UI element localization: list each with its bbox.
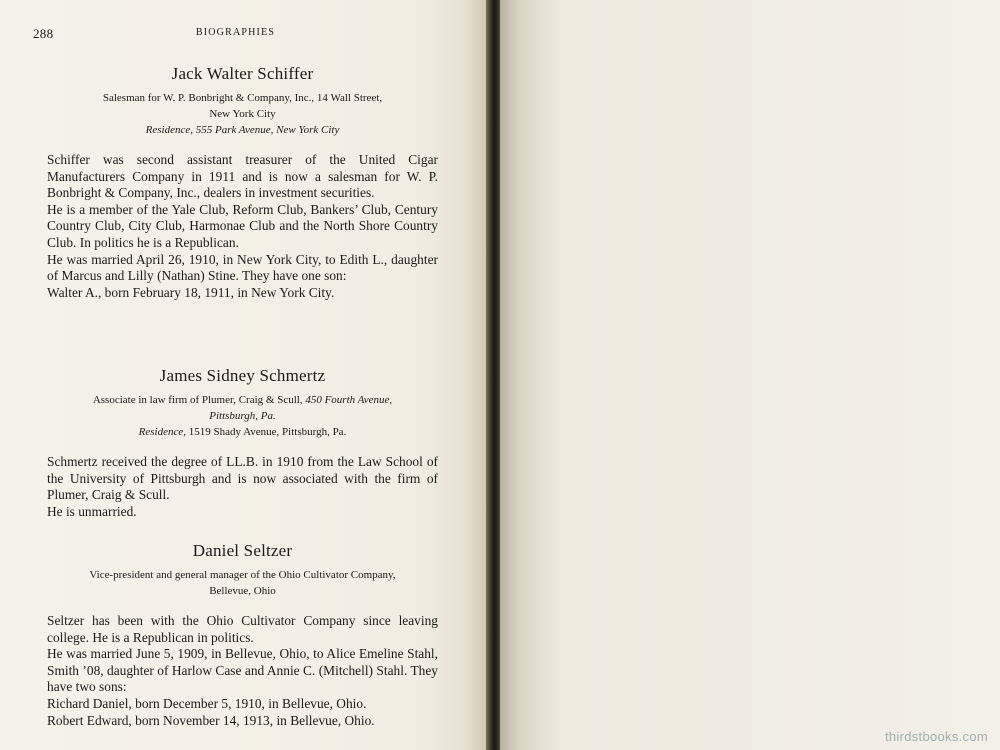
paragraph: Seltzer has been with the Ohio Cultivator Company since leaving college. He is a Republican in politics. <box>47 613 438 645</box>
paragraph: He was married June 5, 1909, in Bellevue, Ohio, to Alice Emeline Stahl, Smith ’08, daughter of Harlow Case and Annie C. (Mitchell) Stahl. They have two sons: <box>47 646 438 695</box>
paragraph: Richard Daniel, born December 5, 1910, in Bellevue, Ohio. <box>47 695 367 711</box>
paragraph: Schmertz received the degree of LL.B. in 1910 from the Law School of the University of Pittsburgh and is now associated with the firm of Plumer, Craig & Scull. <box>47 454 438 503</box>
entry-name: Jack Walter Schiffer <box>171 64 314 83</box>
entry-body <box>47 613 438 729</box>
right-page-blank <box>500 0 1000 750</box>
entry-occupation: Salesman for W. P. Bonbright & Company, Inc., 14 Wall Street, New York City Residence, 555 Park Avenue, New York City <box>47 90 438 138</box>
biography-entry <box>47 366 438 520</box>
left-page <box>0 0 488 750</box>
entry-name: Daniel Seltzer <box>192 541 293 560</box>
entry-body <box>47 454 438 520</box>
paragraph: Walter A., born February 18, 1911, in New York City. <box>47 284 335 300</box>
paragraph: He is unmarried. <box>47 503 137 519</box>
entry-residence: Residence, 555 Park Avenue, New York City <box>145 124 340 136</box>
biography-entry <box>47 541 438 729</box>
entry-residence: Residence, 1519 Shady Avenue, Pittsburgh, Pa. <box>138 426 347 438</box>
entry-occupation: Associate in law firm of Plumer, Craig & Scull, 450 Fourth Avenue, Pittsburgh, Pa. Residence, 1519 Shady Avenue, Pittsburgh, Pa. <box>47 392 438 440</box>
biography-entry <box>47 64 438 301</box>
page-number: 288 <box>33 26 54 41</box>
paragraph: Robert Edward, born November 14, 1913, in Bellevue, Ohio. <box>47 712 375 728</box>
paragraph: He was married April 26, 1910, in New York City, to Edith L., daughter of Marcus and Lilly (Nathan) Stine. They have one son: <box>47 251 438 284</box>
entry-body <box>47 152 438 301</box>
paragraph: Schiffer was second assistant treasurer of the United Cigar Manufacturers Company in 1911 and is now a salesman for W. P. Bonbright & Company, Inc., dealers in investment securities. <box>47 152 438 201</box>
paragraph: He is a member of the Yale Club, Reform Club, Bankers’ Club, Century Country Club, City Club, Harmonae Club and the North Shore Country Club. In politics he is a Republican. <box>47 201 438 250</box>
entry-occupation: Vice-president and general manager of the Ohio Cultivator Company, Bellevue, Ohio <box>89 569 396 597</box>
page-header <box>33 26 438 42</box>
entry-name: James Sidney Schmertz <box>159 366 326 385</box>
watermark: thirdstbooks.com <box>884 729 988 744</box>
running-head: BIOGRAPHIES <box>195 27 276 38</box>
